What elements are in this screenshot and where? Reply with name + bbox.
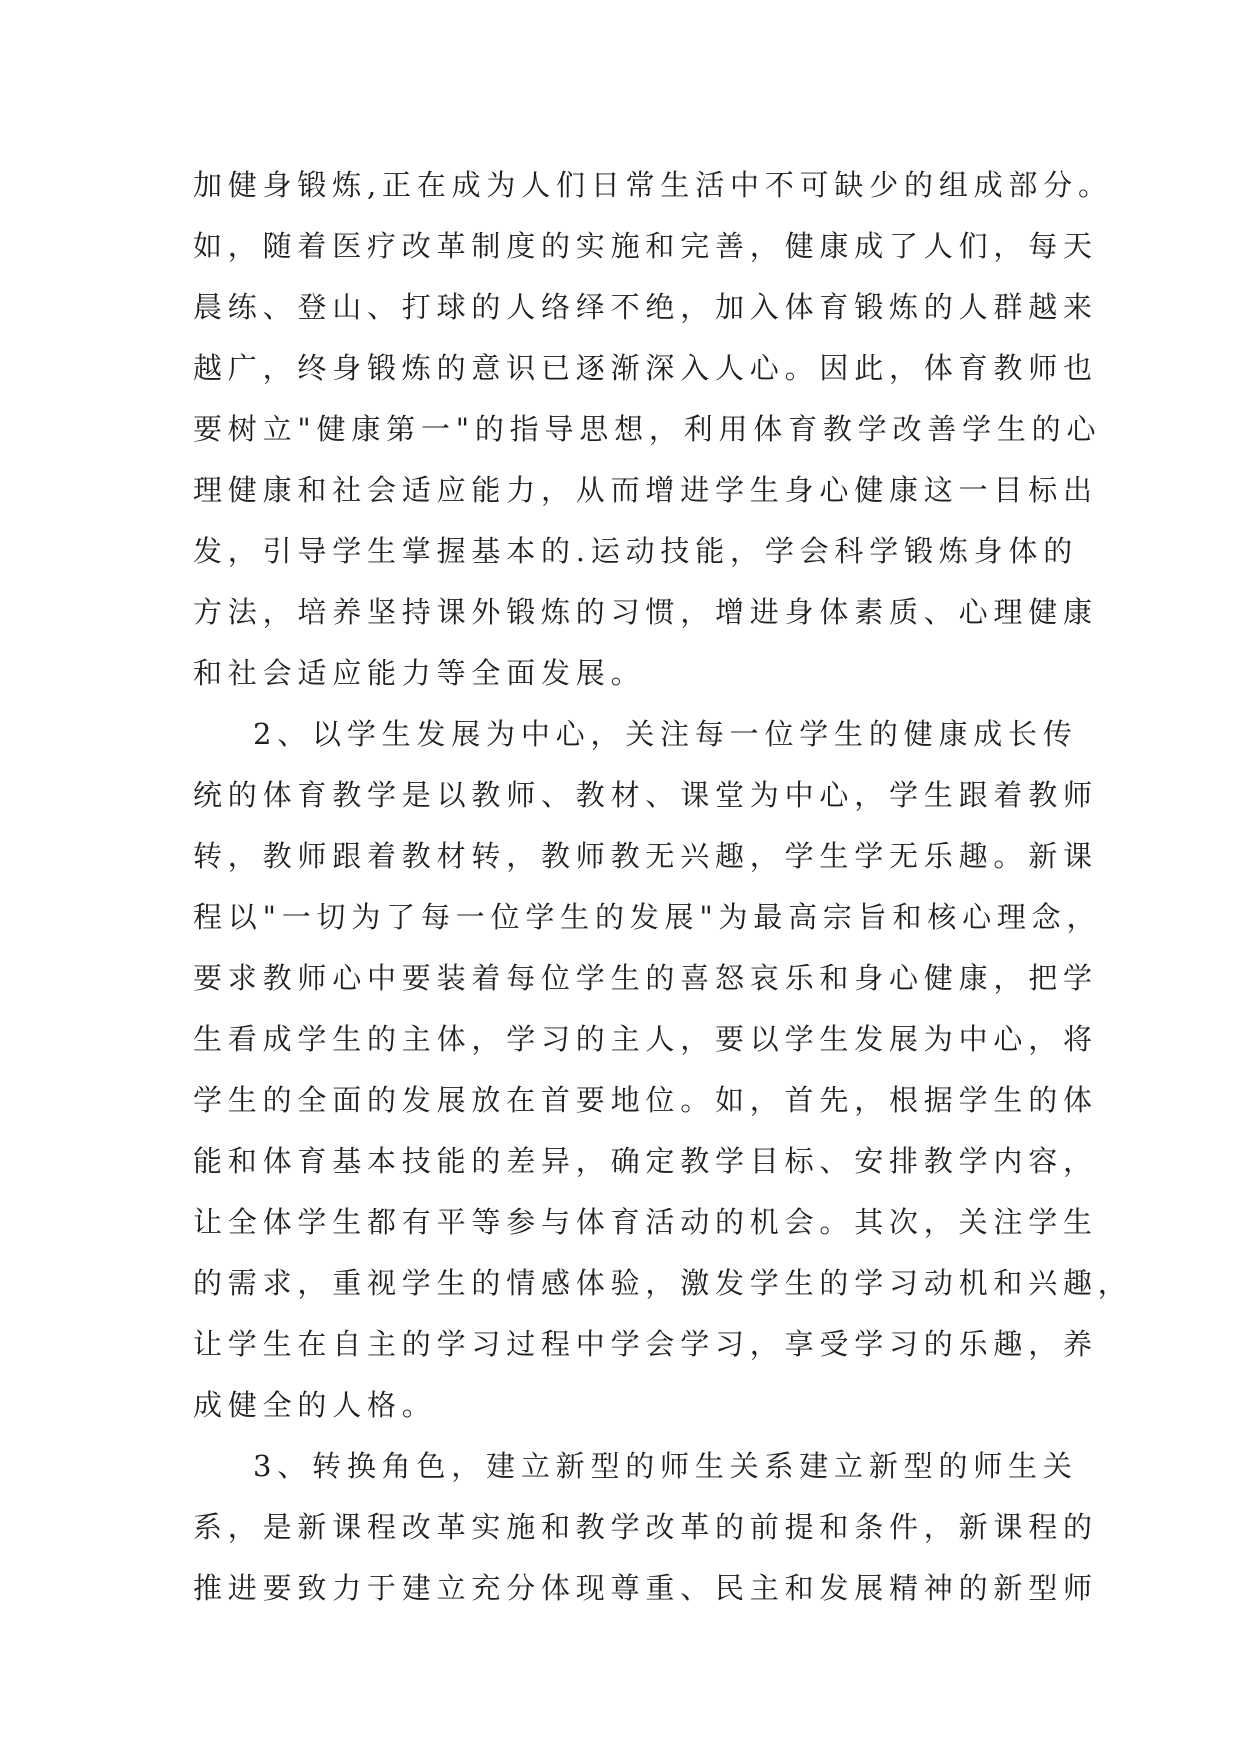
text-line: 系，是新课程改革实施和教学改革的前提和条件，新课程的 xyxy=(193,1510,1098,1544)
text-line: 生看成学生的主体，学习的主人，要以学生发展为中心，将 xyxy=(193,1022,1098,1056)
paragraph-first-line: 2、以学生发展为中心，关注每一位学生的健康成长传 xyxy=(253,717,1078,751)
text-line: 要求教师心中要装着每位学生的喜怒哀乐和身心健康，把学 xyxy=(193,961,1098,995)
text-line: 如，随着医疗改革制度的实施和完善，健康成了人们，每天 xyxy=(193,229,1098,263)
text-line: 要树立"健康第一"的指导思想，利用体育教学改善学生的心 xyxy=(193,412,1102,446)
text-line: 晨练、登山、打球的人络绎不绝，加入体育锻炼的人群越来 xyxy=(193,290,1098,324)
text-line: 成健全的人格。 xyxy=(193,1388,437,1422)
text-line: 的需求，重视学生的情感体验，激发学生的学习动机和兴趣， xyxy=(193,1266,1133,1300)
text-line: 程以"一切为了每一位学生的发展"为最高宗旨和核心理念， xyxy=(193,900,1102,934)
text-line: 越广，终身锻炼的意识已逐渐深入人心。因此，体育教师也 xyxy=(193,351,1098,385)
text-line: 和社会适应能力等全面发展。 xyxy=(193,656,646,690)
text-line: 发，引导学生掌握基本的.运动技能，学会科学锻炼身体的 xyxy=(193,534,1079,568)
text-line: 推进要致力于建立充分体现尊重、民主和发展精神的新型师 xyxy=(193,1571,1098,1605)
text-line: 理健康和社会适应能力，从而增进学生身心健康这一目标出 xyxy=(193,473,1098,507)
text-line: 学生的全面的发展放在首要地位。如，首先，根据学生的体 xyxy=(193,1083,1098,1117)
text-line: 转，教师跟着教材转，教师教无兴趣，学生学无乐趣。新课 xyxy=(193,839,1098,873)
text-line: 能和体育基本技能的差异，确定教学目标、安排教学内容， xyxy=(193,1144,1098,1178)
text-line: 方法，培养坚持课外锻炼的习惯，增进身体素质、心理健康 xyxy=(193,595,1098,629)
text-line: 统的体育教学是以教师、教材、课堂为中心，学生跟着教师 xyxy=(193,778,1098,812)
text-line: 加健身锻炼,正在成为人们日常生活中不可缺少的组成部分。 xyxy=(193,168,1113,202)
text-line: 让全体学生都有平等参与体育活动的机会。其次，关注学生 xyxy=(193,1205,1098,1239)
paragraph-first-line: 3、转换角色，建立新型的师生关系建立新型的师生关 xyxy=(253,1449,1078,1483)
text-line: 让学生在自主的学习过程中学会学习，享受学习的乐趣，养 xyxy=(193,1327,1098,1361)
